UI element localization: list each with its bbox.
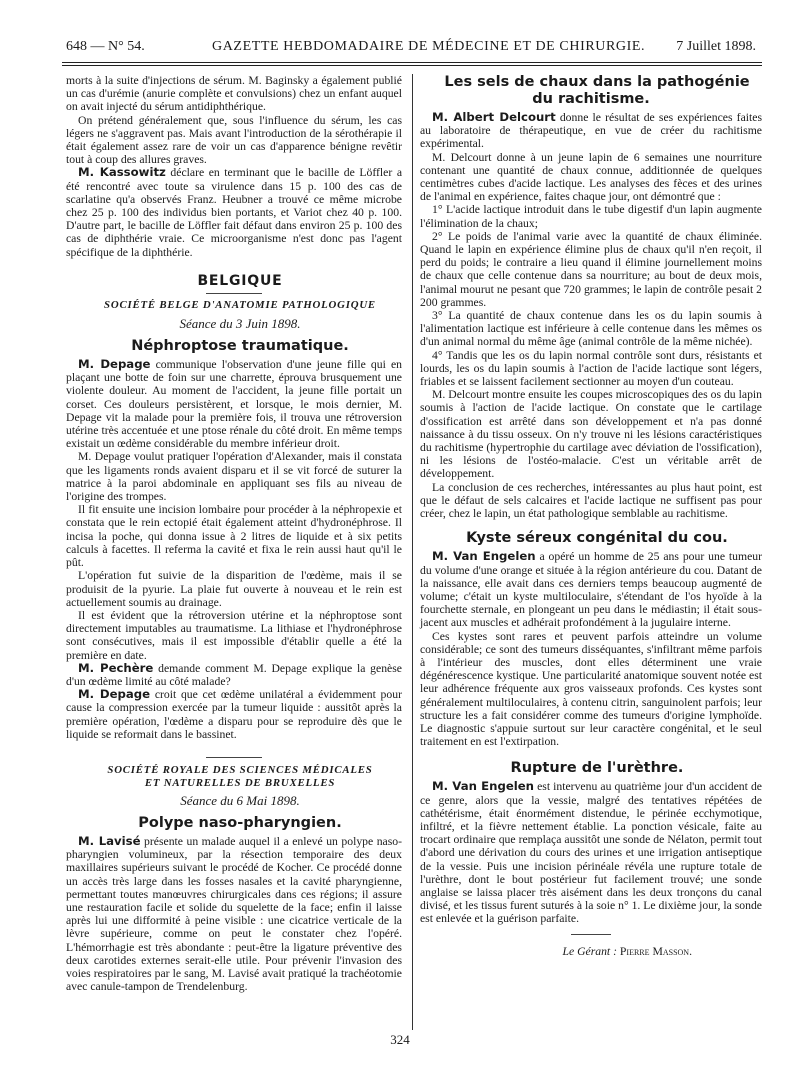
- sels-article: [420, 111, 762, 520]
- paragraph-text: M. Delcourt donne à un jeune lapin de 6 semaines une nourriture contenant une quantité de chaux connue, additionnée de quelques centimètres cubes d'acide lactique. Les analyses des fèces et des urines de l'animal en expérience, faites chaque jour, ont démontré que :: [420, 150, 762, 204]
- paragraph-text: M. Depage voulut pratiquer l'opération d'Alexander, mais il constata que les ligaments ronds avaient disparu et il se vit forcé de suturer la matrice à la paroi abdominale en appliquant ses fils au niveau de l'origine des trompes.: [66, 450, 402, 504]
- article-title-polype: Polype naso-pharyngien.: [138, 814, 342, 831]
- society-heading: SOCIÉTÉ BELGE D'ANATOMIE PATHOLOGIQUE: [104, 299, 376, 312]
- page-number: 324: [390, 1032, 410, 1047]
- paragraph-text: présente un malade auquel il a enlevé un polype naso-pharyngien volumineux, par la résection temporaire des deux maxillaires supérieurs suivant le procédé de Kocher. Ce procédé donne un accès très large dans les fosses nasales et la cavité pharyngienne, permettant toutes manœuvres chirurgicales dans ces régions; il assure une restauration facile et solide du squelette de la face; enfin il laisse après lui une difformité à peine visible : une cicatrice verticale de la lèvre supérieure, comme on peut le constater chez l'opéré. L'hémorrhagie est très abondante : peut-être la ligature préventive des deux carotides externes serait-elle utile. Pour prévenir l'invasion des voies respiratoires par le sang, M. Lavisé avait pratiqué la trachéotomie avec canule-tampon de Trendelenburg.: [66, 834, 403, 994]
- speaker-name: M. Depage: [78, 357, 151, 372]
- article-paragraph: [66, 358, 402, 450]
- article-paragraph: [66, 688, 402, 741]
- right-column: [420, 74, 762, 958]
- speaker-name: M. Albert Delcourt: [432, 110, 556, 124]
- kyste-article: [420, 550, 762, 748]
- country-heading: BELGIQUE: [197, 272, 283, 289]
- paragraph-text: communique l'observation d'une jeune fille qui en plaçant une botte de foin sur une charrette, éprouva brusquement une violente douleur. Au moment de l'accident, la jeune fille portait un corset. Ces douleurs persistèrent, et lorsque, le mois dernier, M. Depage vit la malade pour la première fois, il trouva une rétroversion utérine très accentuée et une ptose rénale du côté droit. En même temps existait un œdème considérable du membre inférieur droit.: [66, 358, 402, 451]
- paragraph-text: croit que cet œdème unilatéral a évidemment pour cause la compression exercée par la tumeur liquide : aussitôt après la première opération, l'œdème a disparu pour se reproduire dès que le liquide se reformait dans le bassinet.: [66, 688, 402, 741]
- nephroptose-article: [66, 358, 402, 741]
- speaker-name: M. Depage: [78, 687, 151, 702]
- article-paragraph: [420, 203, 762, 229]
- article-paragraph: [420, 388, 762, 480]
- column-separator: [412, 74, 413, 1030]
- speaker-name: M. Van Engelen: [432, 549, 536, 564]
- header-rule-bottom: [62, 65, 762, 66]
- article-paragraph: [66, 609, 402, 662]
- article-paragraph: [66, 450, 402, 503]
- paragraph-text: est intervenu au quatrième jour d'un accident de ce genre, alors que la vessie, malgré des tentatives répétées de cathétérisme, était énormément distendue, le périnée ecchymotique, infiltré, et la fièvre nettement établie. La ponction vésicale, faite au trocart ordinaire que remplaça aussitôt une sonde de Nélaton, permit tout d'abord une dérivation du cours des urines et une irrigation antiseptique de la vessie. Puis une incision périnéale révéla une rupture totale de l'urèthre, dont le bout postérieur fut facilement trouvé; une sonde anglaise se laissa placer très aisément dans les deux tronçons du canal divisé, et les tissus furent suturés à la soie n° 1. Le dixième jour, la sonde est enlevée et la guérison parfaite.: [420, 780, 762, 926]
- speaker-name: M. Van Engelen: [432, 779, 534, 794]
- article-paragraph: [420, 349, 762, 389]
- article-paragraph: [66, 662, 402, 688]
- society-heading-line1: SOCIÉTÉ ROYALE DES SCIENCES MÉDICALES: [107, 763, 373, 776]
- journal-title: GAZETTE HEBDOMADAIRE DE MÉDECINE ET DE CHIRURGIE.: [212, 39, 646, 54]
- kassowitz-paragraph: [66, 166, 402, 258]
- paragraph-text: 4° Tandis que les os du lapin normal contrôle sont durs, résistants et lourds, les os du lapin soumis à l'action de l'acide lactique sont légers, friables et se laissent facilement sectionner au moyen d'un couteau.: [420, 348, 762, 389]
- article-title-kyste: Kyste séreux congénital du cou.: [466, 530, 728, 547]
- session-date: Séance du 3 Juin 1898.: [179, 316, 301, 332]
- paragraph-text: Ces kystes sont rares et peuvent parfois atteindre un volume considérable; ce sont des tumeurs disséquantes, s'infiltrant même parfois à l'intérieur des muscles, dont elles déterminent une vraie dégénérescence kystique. Une particularité anatomique souvent notée est leur adhérence fréquente aux gros vaisseaux profonds. Ces kystes sont généralement multiloculaires, à contenu citrin, sanguinolent parfois; leur structure les a fait considérer comme des tumeurs d'origine lymphoïde. Le diagnostic s'appuie surtout sur leur caractère congénital, et le seul traitement en est l'extirpation.: [420, 629, 762, 749]
- speaker-name: M. Lavisé: [78, 833, 141, 848]
- paragraph-text: 3° La quantité de chaux contenue dans les os du lapin soumis à l'alimentation lactique est inférieure à celle contenue dans les mêmes os d'un animal normal du même âge (animal contrôle de la même nichée).: [420, 309, 762, 349]
- paragraph-text: déclare en terminant que le bacille de Löffler a été rencontré avec toute sa virulence dans 15 p. 100 des cas de scarlatine qu'a observés Franz. Heubner a trouvé ce même microbe chez 25 p. 100 des individus bien portants, et Variot chez 40 p. 100. D'autre part, le bacille de Löffler fait défaut dans environ 25 p. 100 des cas de diphthérie vraie. Ce microorganisme n'est donc pas l'agent spécifique de la diphthérie.: [66, 166, 403, 259]
- article-title-sels: Les sels de chaux dans la pathogénie du rachitisme.: [444, 74, 750, 107]
- header-rule-top: [62, 62, 762, 63]
- paragraph-text: demande comment M. Depage explique la genèse d'un œdème limité au côté malade?: [66, 661, 402, 688]
- paragraph-text: Il fit ensuite une incision lombaire pour procéder à la néphropexie et constata que le rein ectopié était également atteint d'hydronéphrose. Il incisa la poche, qui donna issue à 2 litres de liquide et à six petits calculs à facettes. Il referma la cavité et fixa le rein aussi haut qu'il le pût.: [66, 503, 402, 570]
- intro-paragraph-1: morts à la suite d'injections de sérum. M. Baginsky a également publié un cas d'urémie (anurie complète et convulsions) chez un enfant auquel on avait injecté du sérum antidiphthérique.: [66, 74, 402, 114]
- article-title-rupture: Rupture de l'urèthre.: [510, 760, 684, 777]
- gerant-label: Le Gérant :: [562, 944, 617, 958]
- article-paragraph: [420, 111, 762, 151]
- gerant-name: Pierre Masson.: [619, 944, 692, 958]
- article-title-nephroptose: Néphroptose traumatique.: [131, 338, 349, 355]
- gerant-line: [420, 945, 762, 958]
- paragraph-text: 2° Le poids de l'animal varie avec la quantité de chaux éliminée. Quand le lapin en expérience élimine plus de chaux qu'il n'en reçoit, il perd du poids; le contraire a lieu quand il élimine journellement moins de chaux que celle contenue dans sa nourriture; au bout de deux mois, l'animal mourut ne pesant que 720 grammes; le lapin de contrôle pesait 2 200 grammes.: [420, 229, 762, 309]
- article-paragraph: [420, 230, 762, 309]
- article-paragraph: [420, 309, 762, 349]
- session-date: Séance du 6 Mai 1898.: [180, 792, 300, 808]
- rupture-paragraph: [420, 780, 762, 925]
- paragraph-text: La conclusion de ces recherches, intéressantes au plus haut point, est que le défaut de sels calcaires et l'acide lactique ne suffisent pas pour créer, chez le lapin, un état pathologique semblable au rachitisme.: [420, 480, 762, 521]
- article-paragraph: [420, 481, 762, 521]
- speaker-name: M. Pechère: [78, 660, 154, 675]
- article-paragraph: [66, 569, 402, 609]
- intro-paragraph-2: On prétend généralement que, sous l'influence du sérum, les cas légers ne s'aggravent pas. Mais avant l'introduction de la sérothérapie il était également assez rare de voir un cas d'apparence bénigne revêtir tout à coup des allures graves.: [66, 113, 402, 167]
- left-column: [66, 74, 402, 993]
- article-paragraph: [420, 151, 762, 204]
- article-paragraph: [66, 503, 402, 569]
- speaker-name: M. Kassowitz: [78, 165, 166, 180]
- paragraph-text: M. Delcourt montre ensuite les coupes microscopiques des os du lapin soumis à l'action de l'acide lactique. On constate que le cartilage d'ossification est arrêté dans son développement et n'a pas donné naissance à du tissu osseux. On n'y trouve ni les lésions caractéristiques du rachitisme (hypertrophie du cartilage avec déviation de l'ossification), ni les lésions de l'ostéo-malacie. C'est un véritable arrêt de développement.: [420, 388, 762, 481]
- paragraph-text: a opéré un homme de 25 ans pour une tumeur du volume d'une orange et située à la région antérieure du cou. Datant de la naissance, elle avait dans ces derniers temps beaucoup augmenté de volume; c'était un kyste multiloculaire, s'étendant de l'os hyoïde à la fourchette sternale, en plongeant un peu dans le médiastin; il était sous-jacent aux muscles et adhérait profondément à la jugulaire interne.: [420, 550, 762, 630]
- page-header: [62, 36, 758, 60]
- paragraph-text: 1° L'acide lactique introduit dans le tube digestif d'un lapin augmente l'élimination de la chaux;: [420, 203, 762, 230]
- issue-number: 648 — N° 54.: [66, 39, 145, 54]
- paragraph-text: L'opération fut suivie de la disparition de l'œdème, mais il se produisit de la pyurie. La plaie fut ouverte à nouveau et le rein est actuellement soumis au drainage.: [66, 569, 402, 609]
- article-paragraph: [420, 550, 762, 629]
- polype-paragraph: [66, 835, 402, 993]
- paragraph-text: donne le résultat de ses expériences faites au laboratoire de thérapeutique, en vue de créer du rachitisme expérimental.: [420, 111, 762, 151]
- article-paragraph: [420, 630, 762, 749]
- paragraph-text: Il est évident que la rétroversion utérine et la néphroptose sont directement imputables au traumatisme. La lithiase et l'hydronéphrose sont consécutives, mais il est impossible d'établir quelle a été la première en date.: [66, 608, 402, 662]
- issue-date: 7 Juillet 1898.: [676, 39, 756, 54]
- society-heading-line2: ET NATURELLES DE BRUXELLES: [144, 776, 336, 789]
